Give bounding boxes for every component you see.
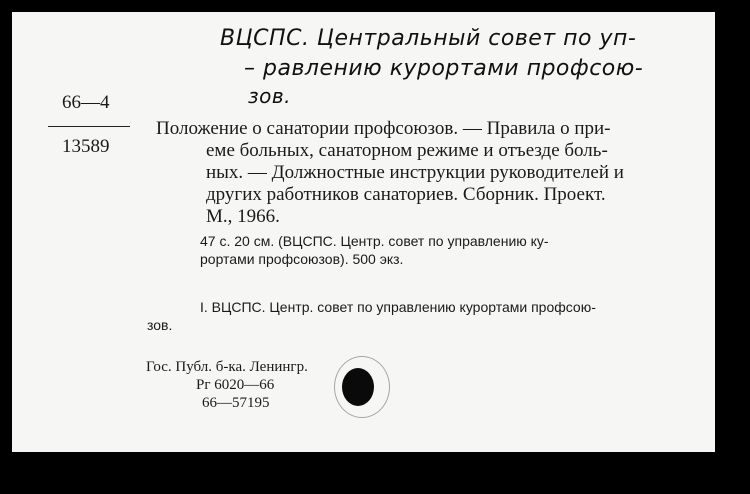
handwritten-heading-line-1: ВЦСПС. Центральный совет по уп- bbox=[220, 26, 637, 51]
description-line-5: М., 1966. bbox=[206, 206, 280, 227]
call-number-top: 66—4 bbox=[62, 92, 110, 113]
description-line-1: Положение о санатории профсоюзов. — Правила о при- bbox=[156, 118, 611, 139]
bibliographic-description bbox=[156, 118, 712, 228]
call-number-divider bbox=[48, 126, 130, 127]
handwritten-heading-line-2: – равлению курортами профсою- bbox=[244, 56, 644, 81]
library-stamp-line-1: Гос. Публ. б-ка. Ленингр. bbox=[146, 359, 308, 375]
catalog-card bbox=[12, 12, 715, 452]
ink-blot-stamp bbox=[342, 368, 374, 406]
physical-description-line-1: 47 с. 20 см. (ВЦСПС. Центр. совет по управлению ку- bbox=[200, 233, 549, 249]
description-line-3: ных. — Должностные инструкции руководителей и bbox=[206, 162, 624, 183]
description-line-4: других работников санаториев. Сборник. Проект. bbox=[206, 184, 606, 205]
handwritten-heading-line-3: зов. bbox=[248, 84, 292, 108]
description-line-2: еме больных, санаторном режиме и отъезде боль- bbox=[206, 140, 608, 161]
library-stamp-line-3: 66—57195 bbox=[202, 395, 270, 411]
call-number-bottom: 13589 bbox=[62, 136, 110, 157]
physical-description-line-2: рортами профсоюзов). 500 экз. bbox=[200, 251, 404, 267]
library-stamp-line-2: Рг 6020—66 bbox=[196, 377, 275, 393]
subject-entry-line-1: I. ВЦСПС. Центр. совет по управлению курортами профсою- bbox=[200, 299, 596, 315]
subject-entry-line-2: зов. bbox=[147, 317, 173, 333]
